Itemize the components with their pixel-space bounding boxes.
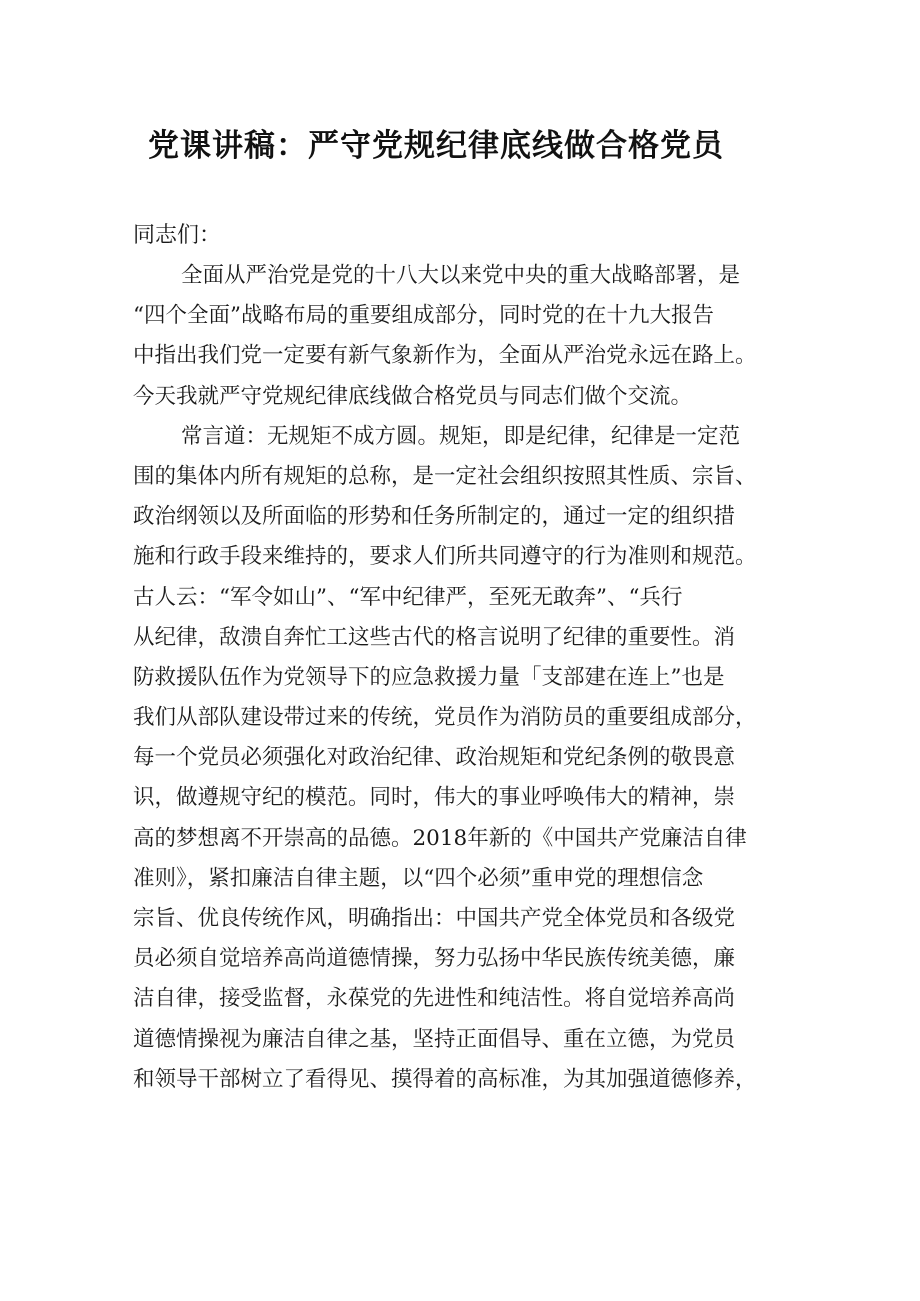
body-text-line: “四个全面”战略布局的重要组成部分，同时党的在十九大报告	[133, 303, 714, 329]
salutation: 同志们：	[133, 223, 222, 248]
body-text-line: 准则》，紧扣廉洁自律主题，以“四个必须”重申党的理想信念	[133, 865, 704, 891]
body-text-line: 政治纲领以及所面临的形势和任务所制定的，通过一定的组织措	[133, 504, 736, 530]
body-text-line: 识，做遵规守纪的模范。同时，伟大的事业呼唤伟大的精神，崇	[133, 785, 736, 811]
document-title: 党课讲稿：严守党规纪律底线做合格党员	[148, 128, 724, 164]
body-text-line: 每一个党员必须强化对政治纪律、政治规矩和党纪条例的敬畏意	[133, 745, 736, 771]
body-text-line: 防救援队伍作为党领导下的应急救援力量「支部建在连上”也是	[133, 664, 725, 690]
body-text-line: 和领导干部树立了看得见、摸得着的高标准，为其加强道德修养，	[133, 1066, 757, 1092]
body-text-line: 今天我就严守党规纪律底线做合格党员与同志们做个交流。	[133, 383, 693, 409]
body-text-line: 宗旨、优良传统作风，明确指出：中国共产党全体党员和各级党	[133, 906, 736, 931]
body-text-line: 全面从严治党是党的十八大以来党中央的重大战略部署，是	[181, 263, 741, 288]
body-text-line: 中指出我们党一定要有新气象新作为，全面从严治党永远在路上。	[133, 343, 757, 369]
body-text-line: 常言道：无规矩不成方圆。规矩，即是纪律，纪律是一定范	[181, 423, 741, 449]
body-text-line: 古人云：“军令如山”、“军中纪律严，至死无敢奔”、“兵行	[133, 584, 683, 610]
body-text-line: 高的梦想离不开崇高的品德。2018年新的《中国共产党廉洁自律	[133, 825, 747, 851]
body-text-line: 施和行政手段来维持的，要求人们所共同遵守的行为准则和规范。	[133, 544, 757, 570]
body-text-line: 洁自律，接受监督，永葆党的先进性和纯洁性。将自觉培养高尚	[133, 986, 736, 1012]
document-body	[133, 256, 813, 1100]
body-text-line: 我们从部队建设带过来的传统，党员作为消防员的重要组成部分，	[133, 705, 757, 731]
body-text-line: 围的集体内所有规矩的总称，是一定社会组织按照其性质、宗旨、	[133, 463, 757, 489]
body-text-line: 从纪律，敌溃自奔忙工这些古代的格言说明了纪律的重要性。消	[133, 624, 736, 650]
body-text-line: 道德情操视为廉洁自律之基，坚持正面倡导、重在立德，为党员	[133, 1026, 736, 1052]
body-text-line: 员必须自觉培养高尚道德情操，努力弘扬中华民族传统美德，廉	[133, 946, 736, 972]
